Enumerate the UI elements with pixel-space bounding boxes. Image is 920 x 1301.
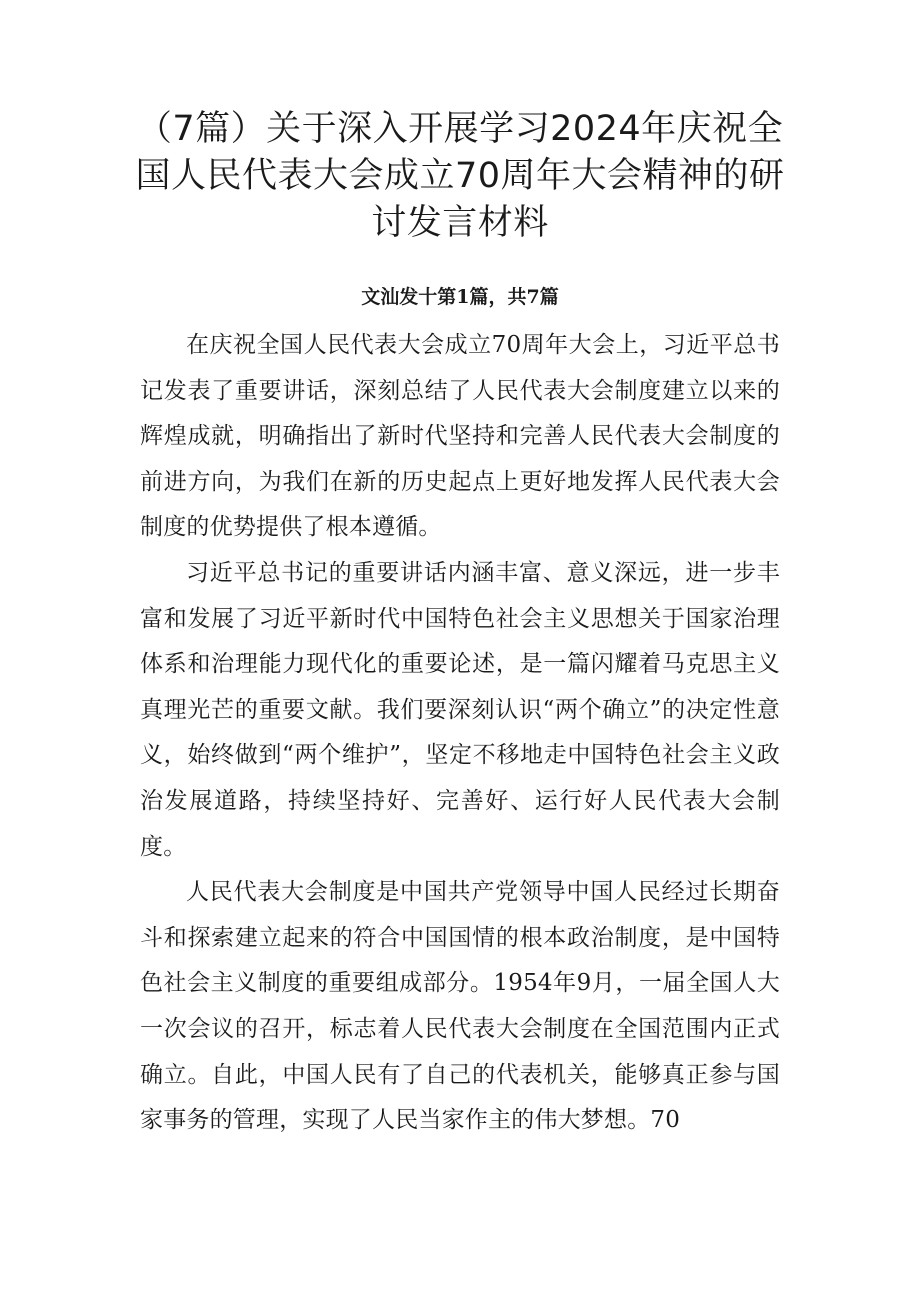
paragraph-1: 在庆祝全国人民代表大会成立70周年大会上，习近平总书记发表了重要讲话，深刻总结了人民代表大会制度建立以来的辉煌成就，明确指出了新时代坚持和完善人民代表大会制度的前进方向，为我们在新的历史起点上更好地发挥人民代表大会制度的优势提供了根本遵循。 (140, 332, 780, 541)
title-line-3: 讨发言材料 (371, 203, 549, 243)
paragraph-2: 习近平总书记的重要讲话内涵丰富、意义深远，进一步丰富和发展了习近平新时代中国特色社会主义思想关于国家治理体系和治理能力现代化的重要论述，是一篇闪耀着马克思主义真理光芒的重要文献。我们要深刻认识“两个确立”的决定性意义，始终做到“两个维护”，坚定不移地走中国特色社会主义政治发展道路，持续坚持好、完善好、运行好人民代表大会制度。 (140, 559, 780, 860)
title-line-2: 国人民代表大会成立70周年大会精神的研 (135, 156, 785, 196)
document-subtitle: 文汕发十第1篇，共7篇 (361, 286, 559, 308)
document-body (140, 323, 780, 1144)
title-line-1: （7篇）关于深入开展学习2024年庆祝全 (136, 109, 784, 149)
document-title (60, 106, 860, 247)
paragraph-3: 人民代表大会制度是中国共产党领导中国人民经过长期奋斗和探索建立起来的符合中国国情的根本政治制度，是中国特色社会主义制度的重要组成部分。1954年9月，一届全国人大一次会议的召开，标志着人民代表大会制度在全国范围内正式确立。自此，中国人民有了自己的代表机关，能够真正参与国家事务的管理，实现了人民当家作主的伟大梦想。70 (140, 879, 780, 1134)
